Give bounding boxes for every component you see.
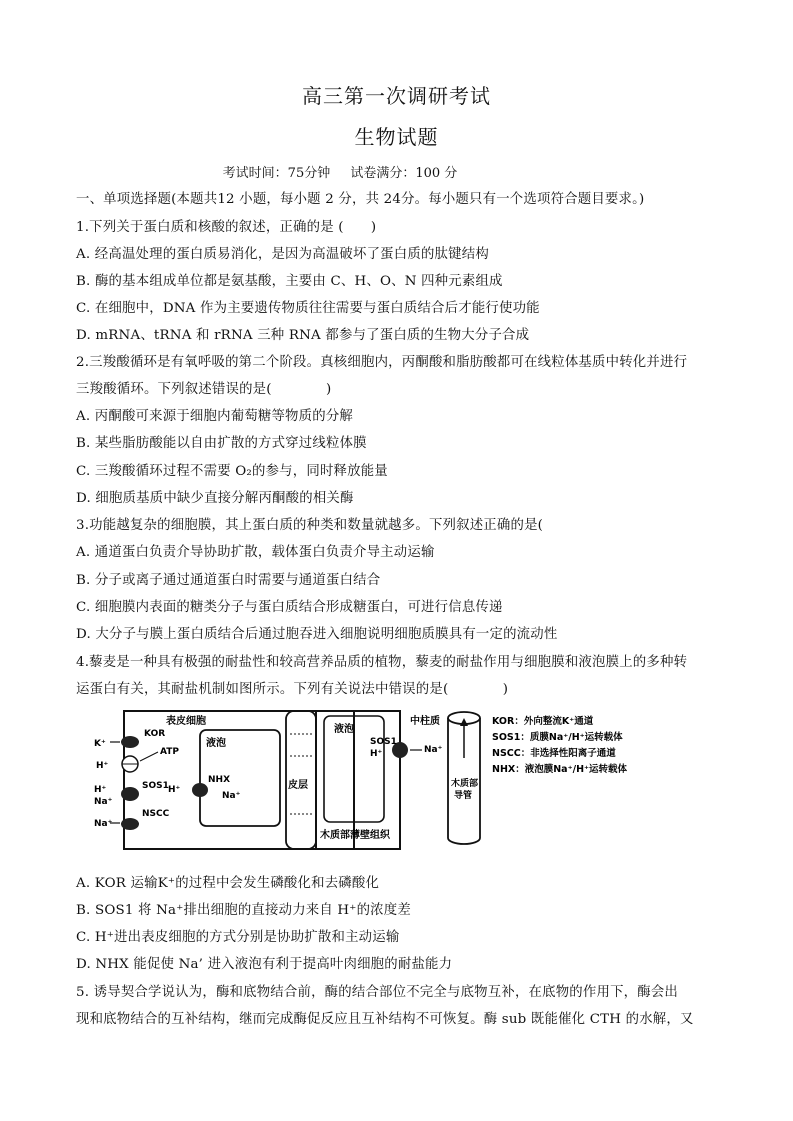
q4-stem-line2: 运蛋白有关，其耐盐机制如图所示。下列有关说法中错误的是( ) bbox=[76, 682, 509, 697]
label-na-ion-2: Na⁺ bbox=[94, 819, 113, 829]
label-kor: KOR bbox=[144, 729, 166, 739]
q4-option-b: B. SOS1 将 Na⁺排出细胞的直接动力来自 H⁺的浓度差 bbox=[76, 903, 411, 918]
q1-option-b: B. 酶的基本组成单位都是氨基酸，主要由 C、H、O、N 四种元素组成 bbox=[76, 274, 503, 289]
q3-option-d: D. 大分子与膜上蛋白质结合后通过胞吞进入细胞说明细胞质膜具有一定的流动性 bbox=[76, 627, 558, 642]
sos1-transporter bbox=[121, 787, 139, 801]
label-na-ion-1: Na⁺ bbox=[94, 797, 113, 807]
kor-channel bbox=[121, 736, 139, 748]
label-h-ion-2: H⁺ bbox=[94, 785, 107, 795]
q4-option-d: D. NHX 能促使 Na’ 进入液泡有利于提高叶肉细胞的耐盐能力 bbox=[76, 957, 453, 972]
label-na-ion-b: Na⁺ bbox=[424, 745, 443, 755]
q2-stem-line1: 2.三羧酸循环是有氧呼吸的第二个阶段。真核细胞内，丙酮酸和脂肪酸都可在线粒体基质中转化并进行 bbox=[76, 355, 688, 370]
exam-time: 考试时间：75分钟 bbox=[222, 166, 331, 181]
q3-stem: 3.功能越复杂的细胞膜，其上蛋白质的种类和数量就越多。下列叙述正确的是( bbox=[76, 518, 544, 533]
legend-kor: KOR：外向整流K⁺通道 bbox=[492, 716, 594, 727]
label-nhx: NHX bbox=[208, 775, 231, 785]
q4-option-a: A. KOR 运输K⁺的过程中会发生磷酸化和去磷酸化 bbox=[76, 876, 380, 891]
legend-nhx: NHX：液泡膜Na⁺/H⁺运转载体 bbox=[492, 764, 628, 775]
q2-option-c: C. 三羧酸循环过程不需要 O₂的参与，同时释放能量 bbox=[76, 464, 388, 479]
label-h-ion-3: H⁺ bbox=[168, 785, 181, 795]
label-stele: 中柱质 bbox=[410, 716, 440, 727]
q2-option-a: A. 丙酮酸可来源于细胞内葡萄糖等物质的分解 bbox=[76, 409, 354, 424]
exam-meta bbox=[0, 162, 680, 181]
label-epidermal-cell: 表皮细胞 bbox=[166, 716, 206, 727]
q5-stem-line1: 5. 诱导契合学说认为，酶和底物结合前，酶的结合部位不完全与底物互补，在底物的作用下，酶会出 bbox=[76, 985, 679, 1000]
label-vacuole-2: 液泡 bbox=[334, 724, 354, 735]
label-sos1-b: SOS1 bbox=[370, 737, 397, 747]
label-k-ion: K⁺ bbox=[94, 739, 106, 749]
arrow-atp bbox=[140, 752, 158, 761]
q2-option-d: D. 细胞质基质中缺少直接分解丙酮酸的相关酶 bbox=[76, 491, 354, 506]
q5-stem-line2: 现和底物结合的互补结构，继而完成酶促反应且互补结构不可恢复。酶 sub 既能催化 CTH 的水解，又 bbox=[76, 1012, 694, 1027]
label-cortex: 皮层 bbox=[288, 780, 308, 791]
q4-stem-line1: 4.藜麦是一种具有极强的耐盐性和较高营养品质的植物，藜麦的耐盐作用与细胞膜和液泡膜上的多种转 bbox=[76, 655, 688, 670]
q4-option-c: C. H⁺进出表皮细胞的方式分别是协助扩散和主动运输 bbox=[76, 930, 400, 945]
q2-option-b: B. 某些脂肪酸能以自由扩散的方式穿过线粒体膜 bbox=[76, 436, 367, 451]
label-sos1: SOS1 bbox=[142, 781, 169, 791]
section-heading: 一、单项选择题(本题共12 小题，每小题 2 分，共 24分。每小题只有一个选项符合题目要求。) bbox=[76, 192, 645, 207]
q1-stem: 1.下列关于蛋白质和核酸的叙述，正确的是 ( ) bbox=[76, 220, 377, 235]
q3-option-c: C. 细胞膜内表面的糖类分子与蛋白质结合形成糖蛋白，可进行信息传递 bbox=[76, 600, 503, 615]
q1-option-c: C. 在细胞中，DNA 作为主要遗传物质往往需要与蛋白质结合后才能行使功能 bbox=[76, 301, 540, 316]
label-xylem-vessel-2: 导管 bbox=[454, 791, 473, 801]
salt-tolerance-diagram bbox=[88, 706, 658, 856]
label-h-ion-b: H⁺ bbox=[370, 749, 383, 759]
label-na-ion-3: Na⁺ bbox=[222, 791, 241, 801]
exam-subtitle: 生物试题 bbox=[354, 125, 439, 149]
q1-option-a: A. 经高温处理的蛋白质易消化，是因为高温破坏了蛋白质的肽键结构 bbox=[76, 247, 489, 262]
q3-option-a: A. 通道蛋白负责介导协助扩散，载体蛋白负责介导主动运输 bbox=[76, 545, 435, 560]
legend-nscc: NSCC：非选择性阳离子通道 bbox=[492, 748, 616, 759]
xylem-parenchyma-cell bbox=[316, 711, 400, 849]
label-xylem-parenchyma: 木质部薄壁组织 bbox=[320, 830, 390, 841]
label-vacuole: 液泡 bbox=[206, 738, 226, 749]
q2-stem-line2: 三羧酸循环。下列叙述错误的是( ) bbox=[76, 382, 332, 397]
exam-title: 高三第一次调研考试 bbox=[302, 84, 491, 108]
label-atp: ATP bbox=[160, 747, 180, 757]
nscc-channel bbox=[121, 818, 139, 830]
legend-sos1: SOS1：质膜Na⁺/H⁺运转载体 bbox=[492, 732, 623, 743]
full-score: 试卷满分：100 分 bbox=[350, 166, 458, 181]
label-nscc: NSCC bbox=[142, 809, 170, 819]
q1-option-d: D. mRNA、tRNA 和 rRNA 三种 RNA 都参与了蛋白质的生物大分子合成 bbox=[76, 328, 530, 343]
label-xylem-vessel-1: 木质部 bbox=[451, 779, 479, 789]
label-h-ion-1: H⁺ bbox=[96, 761, 109, 771]
nhx-transporter bbox=[192, 783, 208, 797]
q3-option-b: B. 分子或离子通过通道蛋白时需要与通道蛋白结合 bbox=[76, 573, 381, 588]
